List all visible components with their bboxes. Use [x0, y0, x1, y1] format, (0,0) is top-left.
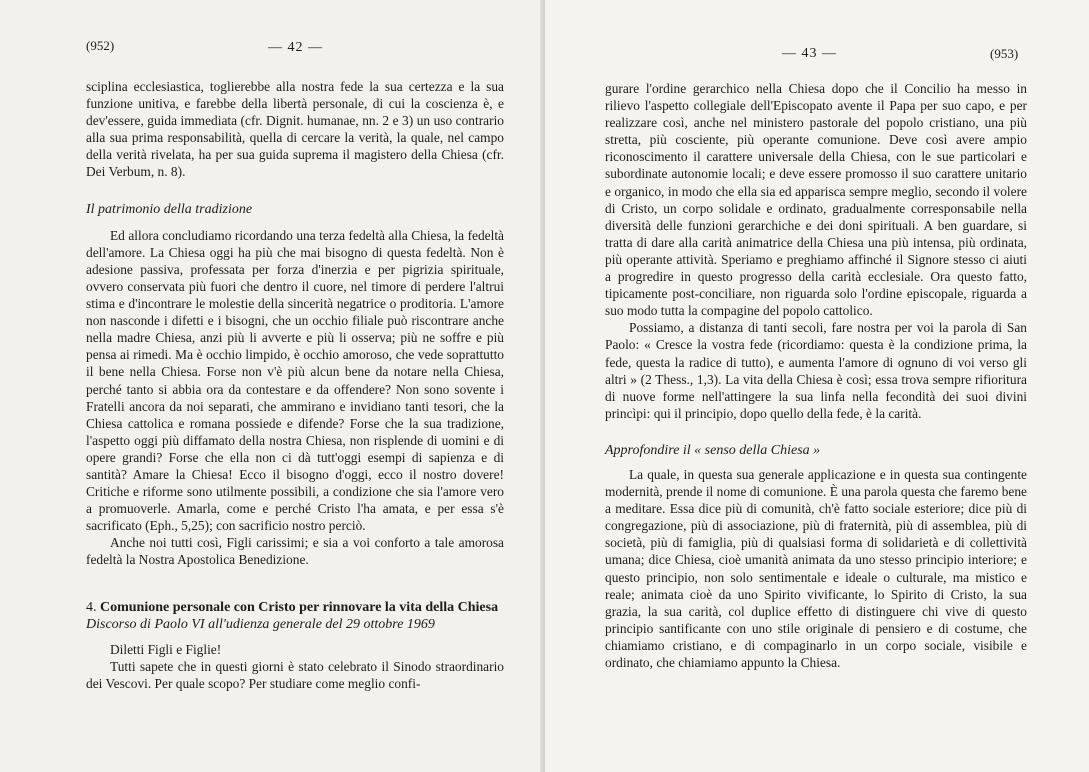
- item-number: 4.: [86, 599, 97, 615]
- page-header-number: (952): [86, 38, 115, 53]
- salutation: Diletti Figli e Figlie!: [110, 641, 222, 657]
- item-subtitle: Discorso di Paolo VI all'udienza generale del 29 ottobre 1969: [86, 616, 435, 632]
- left-page: [0, 0, 544, 772]
- continued-paragraph: sciplina ecclesiastica, toglierebbe alla nostra fede la sua certezza e la sua funzione unitiva, e farebbe della libertà personale, di cui la coscienza è, e dev'essere, guida immediata (cfr. Dignit. humanae, nn. 2 e 3) un uso contrario alla sua prima responsabilità, quella di cercare la verità, la quale, nel campo della verità rivelata, ha per sua guida suprema il magistero della Chiesa (cfr. Dei Verbum, n. 8).: [86, 79, 504, 180]
- page-folio: — 43 —: [782, 46, 837, 61]
- left-text-column: [86, 78, 504, 692]
- section-heading: Approfondire il « senso della Chiesa »: [605, 442, 821, 458]
- paragraph: Ed allora concludiamo ricordando una terza fedeltà alla Chiesa, la fedeltà dell'amore. La Chiesa oggi ha più che mai bisogno di questa fedeltà. Non è adesione passiva, professata per forza d'inerzia e per pigrizia spirituale, ovvero conservata più fuori che dentro il cuore, nel timore di perdere l'altrui stima e d'incontrare le molestie della sincerità negatrice o proditoria. L'amore non nasconde i difetti e i bisogni, che un occhio filiale può riscontrare anche nella madre Chiesa, anzi più li avverte e più li osserva; più ne soffre e più pensa ai rimedi. Ma è occhio limpido, è occhio amoroso, che vede soprattutto il bene nella Chiesa. Forse non v'è più alcun bene da notare nella Chiesa, perché tanto si abbia ora da contestare e da offendere? Non sono sovente i Fratelli ancora da noi separati, che ammirano e invidiano tanti tesori, che la Chiesa cattolica e romana possiede e difende? Forse che la sua tradizione, l'aspetto oggi più diffamato della nostra Chiesa, non risplende di uomini e di opere grandi? Forse che ella non ci dà tutt'oggi esempi di sapienza e di santità? Amare la Chiesa! Ecco il bisogno d'oggi, ecco il nostro dovere! Critiche e riforme sono utilmente possibili, a condizione che sia l'amore vero a promuoverle. Amarla, come e perché Cristo l'ha amata, e per essa s'è sacrificato (Eph., 5,25); con sacrificio nostro perciò.: [86, 227, 504, 534]
- continued-paragraph: gurare l'ordine gerarchico nella Chiesa dopo che il Concilio ha messo in rilievo l'aspetto collegiale dell'Episcopato avente il Papa per suo capo, e per realizzare così, anche nel ministero pastorale del popolo cristiano, una più stretta, più cosciente, più operante comunione. Deve così avere ampio riconoscimento il carattere universale della Chiesa, con le sue particolari e subordinate autonomie locali; e deve essere promosso il suo carattere unitario e organico, in modo che ella sia ed apparisca sempre meglio, secondo il volere di Cristo, un corpo solidale e ordinato, gradualmente corresponsabile nella diversità delle funzioni gerarchiche e dei doni spirituali. A ben guardare, si tratta di dare alla carità animatrice della Chiesa una più intensa, più ordinata, più operante attività. Speriamo e preghiamo affinché il Signore stesso ci aiuti a progredire in questo progresso della carità ecclesiale. Ora questo fatto, tipicamente post-conciliare, non riguarda solo l'ordine episcopale, riguarda a suo modo tutta la compagine del popolo cattolico.: [605, 81, 1027, 319]
- page-header-number: (953): [990, 46, 1019, 61]
- paragraph: Anche noi tutti così, Figli carissimi; e sia a voi conforto a tale amorosa fedeltà la Nostra Apostolica Benedizione.: [86, 535, 504, 568]
- paragraph: Tutti sapete che in questi giorni è stato celebrato il Sinodo straordinario dei Vescovi. Per quale scopo? Per studiare come meglio confi-: [86, 658, 504, 691]
- paragraph: Possiamo, a distanza di tanti secoli, fare nostra per voi la parola di San Paolo: « Cresce la vostra fede (ricordiamo: questa è la condizione prima, la fede, questa la radice di tutto), e aumenta l'amore di ognuno di voi verso gli altri » (2 Thess., 1,3). La vita della Chiesa è così; essa trova sempre rifioritura di nuove forme nell'attingere la sua linfa nella fecondità dei suoi divini princìpi: qui il principio, dopo quello della fede, è la carità.: [605, 320, 1027, 421]
- section-heading: Il patrimonio della tradizione: [86, 201, 253, 217]
- document-item-title: [86, 599, 504, 616]
- right-page: [545, 0, 1089, 772]
- item-title: Comunione personale con Cristo per rinnovare la vita della Chiesa: [100, 599, 499, 615]
- paragraph: La quale, in questa sua generale applicazione e in questa sua contingente modernità, prende il nome di comunione. È una parola questa che faremo bene a meditare. Essa dice più di comunità, ch'è fatto sociale esteriore; dice più di congregazione, più di associazione, più di fraternità, più di assemblea, più di società, più di famiglia, più di qualsiasi forma di solidarietà e di collettività umana; dice Chiesa, cioè umanità animata da uno stesso principio interiore; e questo principio, non solo sentimentale e ideale o culturale, ma mistico e reale; animata cioè da uno Spirito vivificante, lo Spirito di Cristo, la sua grazia, la sua carità, col duplice effetto di distinguere chi vive di questo principio santificante con uno stile originale di pensiero e di costume, che chiamiamo cristiano, e di compaginarlo in un corpo sociale, visibile e ordinato, che chiamiamo appunto la Chiesa.: [605, 466, 1027, 670]
- page-folio: — 42 —: [268, 40, 323, 55]
- right-text-column: [605, 80, 1027, 671]
